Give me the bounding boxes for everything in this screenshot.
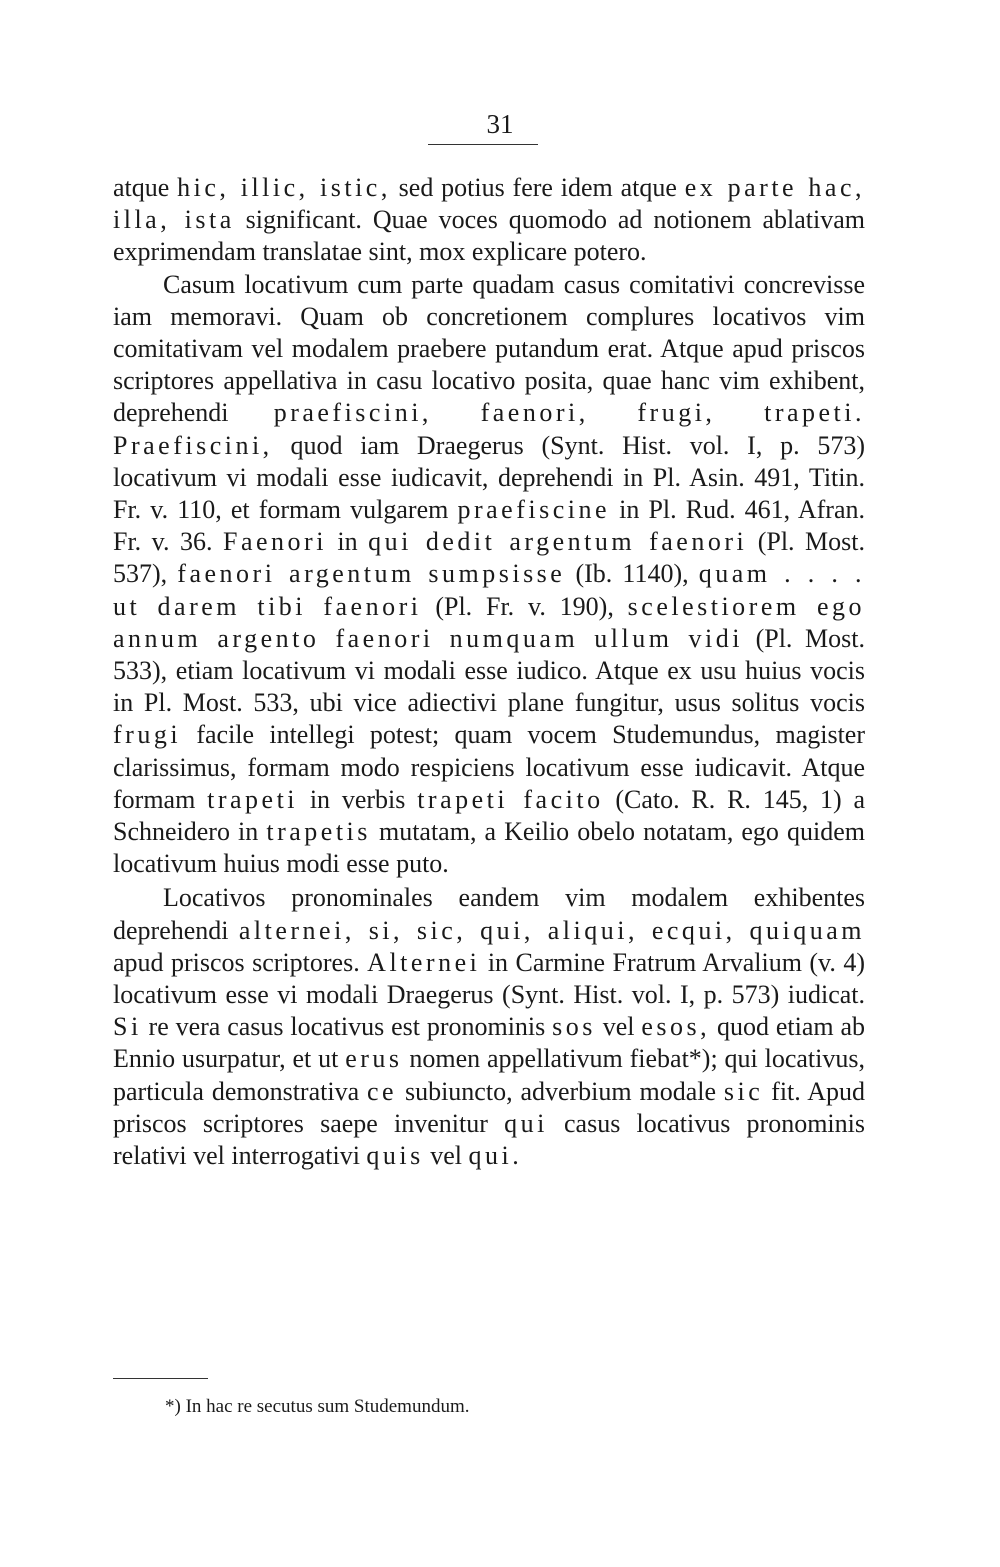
text-run: mutatam, a Keilio obelo notatam, ego quidem locativum huius modi esse puto. [113,817,866,879]
page-number: 31 [486,109,514,139]
page-number-rule [428,144,538,145]
spaced-term: qui. [468,1141,523,1171]
footnote-rule [113,1378,208,1379]
spaced-term: praefiscine [457,495,610,525]
text-run: (Pl. Most. 537), [113,527,866,589]
spaced-term: hic, illic, istic, [177,173,391,202]
spaced-term: Alternei [367,947,481,977]
body-text [113,172,865,1172]
spaced-term: trapeti [207,784,299,814]
paragraph [113,269,865,881]
text-run: atque [113,173,178,202]
spaced-term: quis [366,1141,424,1171]
text-run: in Pl. Rud. 461, Afran. Fr. v. 36. [113,495,865,557]
text-run: (Pl. Most. 533), etiam locativum vi modali esse iudico. Atque ex usu huius vocis in Pl. Most. 533, ubi vice adiectivi plane fungitur, usus solitus vocis [113,623,865,718]
spaced-term: trapetis [266,817,371,847]
spaced-term: alternei, si, sic, qui, aliqui, ecqui, quiquam [238,915,865,945]
spaced-term: ce [367,1076,398,1106]
spaced-term: Si [113,1012,142,1042]
text-run: fit. Apud priscos scriptores saepe invenitur [113,1076,865,1138]
text-run: in Carmine Fratrum Arvalium (v. 4) locativum esse vi modali Draegerus (Synt. Hist. vol. I, p. 573) iudicat. [113,947,865,1010]
text-run: vel [595,1012,642,1042]
text-run: in verbis [298,784,418,814]
text-run: in [326,527,369,557]
spaced-term: esos, [641,1012,711,1042]
text-run: apud priscos scriptores. [113,947,368,977]
spaced-term: qui [504,1108,548,1138]
text-run: subiuncto, adverbium modale [397,1076,724,1106]
text-run: Locativos pronominales eandem vim modalem exhibentes deprehendi [113,883,865,945]
spaced-term: Praefiscini, [113,430,273,460]
text-run: Casum locativum cum parte quadam casus comitativi concrevisse iam memoravi. Quam ob concretionem complures locativos vim comitativam vel modalem praebere putandum erat. Atque apud priscos scriptores appellativa in casu locativo posita, quae hanc vim exhibent, deprehendi [113,269,865,428]
spaced-term: Faenori [223,527,327,557]
text-run: sed potius fere idem atque [390,173,685,202]
paragraph [113,882,865,1172]
spaced-term: quam . . . . ut darem tibi faenori [113,559,865,621]
text-run: (Pl. Fr. v. 190), [421,591,628,621]
spaced-term: sos [552,1012,596,1042]
text-run: re vera casus locativus est pronominis [141,1012,553,1042]
footnote: *) In hac re secutus sum Studemundum. [165,1396,470,1417]
spaced-term: praefiscini, faenori, frugi, trapeti. [273,398,865,428]
text-run: quod iam Draegerus (Synt. Hist. vol. I, p. 573) locativum vi modali esse iudicavit, deprehendi in Pl. Asin. 491, Titin. Fr. v. 110, et formam vulgarem [113,430,865,525]
spaced-term: frugi [113,720,182,750]
spaced-term: faenori argentum sumpsisse [177,559,566,589]
paragraph [113,172,865,269]
text-run: (Ib. 1140), [565,559,699,589]
text-run: vel [423,1141,469,1171]
spaced-term: erus [345,1044,403,1074]
text-run: nomen appellativum fiebat*); qui locativus, particula demonstrativa [113,1044,865,1106]
text-run: quod etiam ab Ennio usurpatur, et ut [113,1012,866,1074]
text-run: facile intellegi potest; quam vocem Studemundus, magister clarissimus, formam modo respiciens locativum esse iudicavit. Atque formam [113,720,865,814]
spaced-term: ex parte hac, illa, ista [113,173,865,235]
text-run: significant. Quae voces quomodo ad notionem ablativam exprimendam translatae sint, mox explicare potero. [113,205,865,267]
spaced-term: trapeti facito [417,784,604,814]
text-run: casus locativus pronominis relativi vel interrogativi [113,1108,865,1171]
spaced-term: qui dedit argentum faenori [368,527,748,557]
text-run: (Cato. R. R. 145, 1) a Schneidero in [113,784,865,847]
spaced-term: scelestiorem ego annum argento faenori numquam ullum vidi [113,591,865,653]
spaced-term: sic [723,1076,764,1106]
